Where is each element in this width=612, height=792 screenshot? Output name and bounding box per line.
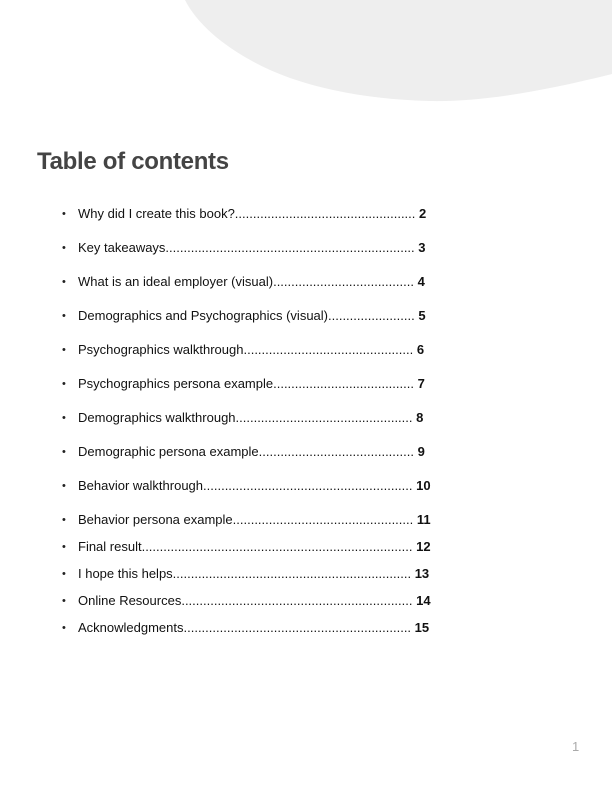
page-title: Table of contents (37, 148, 229, 175)
toc-entry-page: 15 (414, 620, 430, 635)
toc-entry-page: 2 (419, 206, 427, 221)
toc-entry-page: 5 (418, 308, 426, 323)
toc-entry-title: Demographics walkthrough................................................. (78, 410, 413, 425)
toc-entry-page: 6 (416, 342, 425, 357)
toc-entry-page: 8 (416, 410, 424, 425)
toc-entry-title: Demographic persona example........................................... (78, 444, 414, 459)
toc-entry-page: 14 (416, 593, 431, 608)
toc-entry-page: 3 (418, 240, 426, 255)
toc-entry-title: I hope this helps.................................................................. (78, 566, 412, 581)
toc-entry-title: Final result........................................................................... (78, 539, 413, 554)
toc-entry-title: Behavior persona example.................................................. (78, 512, 414, 527)
toc-entry-title: Behavior walkthrough.......................................................... (78, 478, 413, 493)
toc-entry-title: What is an ideal employer (visual)....................................... (78, 274, 414, 289)
decorative-blob (0, 0, 612, 130)
toc-entry-title: Psychographics walkthrough............................................... (78, 342, 414, 357)
toc-entry-title: Demographics and Psychographics (visual)........................ (78, 308, 415, 323)
toc-entry-title: Why did I create this book?.................................................. (78, 206, 416, 221)
toc-entry-page: 10 (416, 478, 431, 493)
toc-entry-title: Key takeaways..................................................................... (78, 240, 415, 255)
toc-entry-page: 13 (414, 566, 430, 581)
toc-entry-page: 11 (416, 512, 431, 527)
toc-entry-title: Acknowledgments............................................................... (78, 620, 412, 635)
toc-entry-title: Psychographics persona example....................................... (78, 376, 414, 391)
toc-entry-page: 9 (417, 444, 425, 459)
toc-entry-page: 7 (417, 376, 425, 391)
toc-entry-page: 12 (416, 539, 431, 554)
toc-entry-page: 4 (417, 274, 425, 289)
toc-entry-title: Online Resources................................................................ (78, 593, 413, 608)
page-number: 1 (572, 739, 580, 754)
